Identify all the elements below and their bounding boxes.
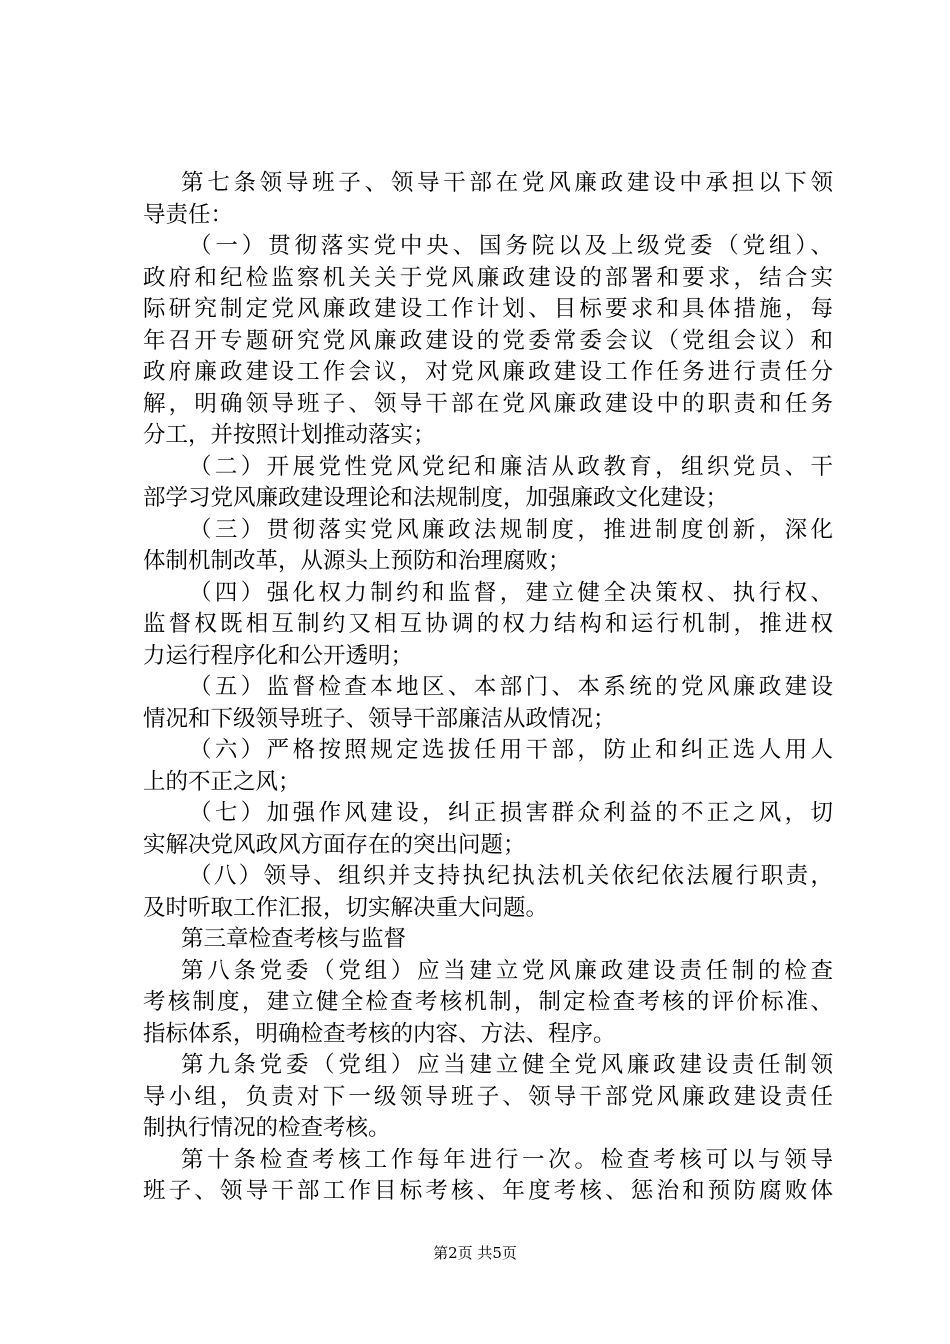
text-line: 体制机制改革，从源头上预防和治理腐败； <box>143 548 571 574</box>
text-line: （八）领导、组织并支持执纪执法机关依纪依法履行职责， <box>189 863 833 889</box>
text-line: 导责任： <box>143 201 234 228</box>
text-line: 监督权既相互制约又相互协调的权力结构和运行机制，推进权 <box>143 611 833 637</box>
paragraph <box>143 578 833 673</box>
text-line: （四）强化权力制约和监督，建立健全决策权、执行权、 <box>189 579 833 606</box>
text-line: （一）贯彻落实党中央、国务院以及上级党委（党组）、 <box>189 233 833 259</box>
paragraph <box>143 1050 833 1145</box>
page-number: 第2页 共5页 <box>433 1244 517 1262</box>
paragraph <box>143 924 833 956</box>
text-line: （七）加强作风建设，纠正损害群众利益的不正之风，切 <box>189 800 833 826</box>
text-line: 指标体系，明确检查考核的内容、方法、程序。 <box>143 1020 616 1047</box>
paragraph <box>143 1145 833 1208</box>
paragraph <box>143 231 833 452</box>
paragraph <box>143 168 833 231</box>
paragraph <box>143 861 833 924</box>
paragraph <box>143 798 833 861</box>
text-line: 第三章检查考核与监督 <box>181 926 407 952</box>
text-line: 分工，并按照计划推动落实； <box>143 422 436 448</box>
text-line: 第九条党委（党组）应当建立健全党风廉政建设责任制领 <box>181 1052 833 1078</box>
text-line: 班子、领导干部工作目标考核、年度考核、惩治和预防腐败体 <box>143 1178 833 1204</box>
text-line: 上的不正之风； <box>143 768 301 795</box>
text-line: 导小组，负责对下一级领导班子、领导干部党风廉政建设责任 <box>143 1083 833 1110</box>
text-line: （二）开展党性党风党纪和廉洁从政教育，组织党员、干 <box>189 453 833 480</box>
text-line: 际研究制定党风廉政建设工作计划、目标要求和具体措施，每 <box>143 296 833 322</box>
text-line: （五）监督检查本地区、本部门、本系统的党风廉政建设 <box>189 674 833 700</box>
text-line: 实解决党风政风方面存在的突出问题； <box>143 831 526 858</box>
text-line: 考核制度，建立健全检查考核机制，制定检查考核的评价标准、 <box>143 989 833 1015</box>
text-line: 政府和纪检监察机关关于党风廉政建设的部署和要求，结合实 <box>143 264 833 291</box>
paragraph <box>143 672 833 735</box>
document-body <box>143 168 833 1208</box>
text-line: 解，明确领导班子、领导干部在党风廉政建设中的职责和任务 <box>143 390 833 417</box>
text-line: 政府廉政建设工作会议，对党风廉政建设工作任务进行责任分 <box>143 359 833 385</box>
text-line: 年召开专题研究党风廉政建设的党委常委会议（党组会议）和 <box>143 327 833 354</box>
text-line: 及时听取工作汇报，切实解决重大问题。 <box>143 894 549 921</box>
paragraph <box>143 956 833 1051</box>
paragraph <box>143 452 833 515</box>
text-line: 部学习党风廉政建设理论和法规制度，加强廉政文化建设； <box>143 485 729 511</box>
text-line: 第十条检查考核工作每年进行一次。检查考核可以与领导 <box>181 1146 833 1173</box>
text-line: 情况和下级领导班子、领导干部廉洁从政情况； <box>143 705 616 732</box>
text-line: （六）严格按照规定选拔任用干部，防止和纠正选人用人 <box>189 737 833 763</box>
text-line: 第七条领导班子、领导干部在党风廉政建设中承担以下领 <box>181 170 833 196</box>
paragraph <box>143 515 833 578</box>
text-line: （三）贯彻落实党风廉政法规制度，推进制度创新，深化 <box>189 516 833 543</box>
text-line: 制执行情况的检查考核。 <box>143 1115 391 1141</box>
paragraph <box>143 735 833 798</box>
text-line: 第八条党委（党组）应当建立党风廉政建设责任制的检查 <box>181 957 833 984</box>
text-line: 力运行程序化和公开透明； <box>143 642 414 669</box>
